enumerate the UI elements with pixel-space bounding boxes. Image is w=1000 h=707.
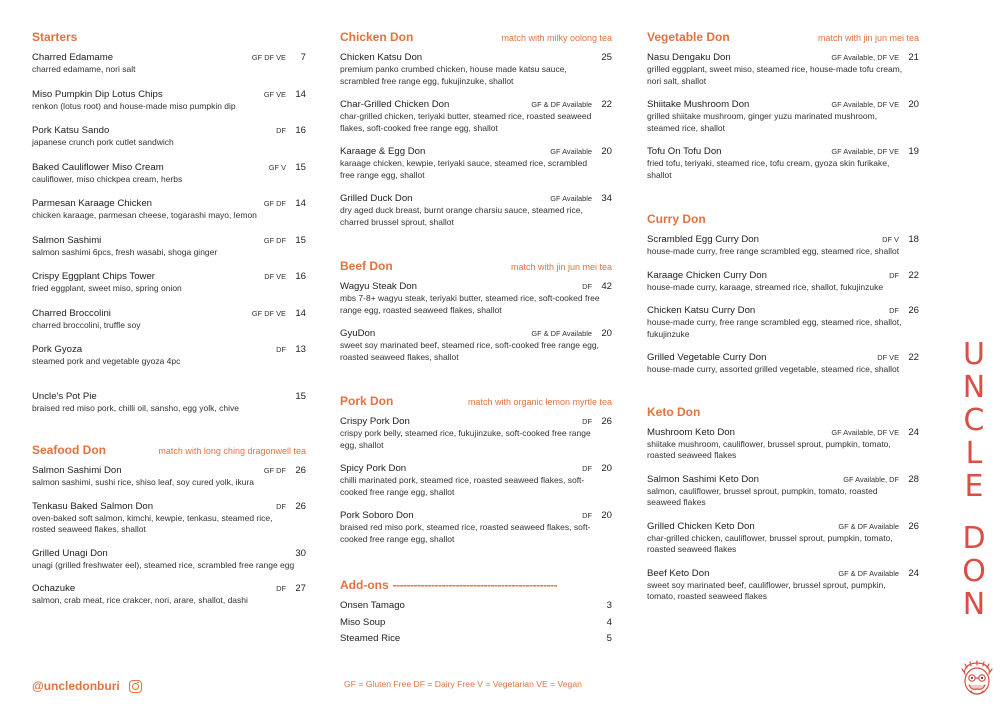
item-name: Nasu Dengaku Don — [647, 52, 731, 63]
section-header-pork — [340, 394, 612, 416]
item-name: Grilled Duck Don — [340, 193, 413, 204]
menu-item-row — [647, 568, 919, 580]
item-name: Wagyu Steak Don — [340, 281, 417, 292]
item-name: Chicken Katsu Curry Don — [647, 305, 756, 316]
dietary-tags: GF Available, DF VE — [831, 427, 899, 437]
dietary-tags: DF — [582, 417, 592, 426]
dietary-tags: GF VE — [263, 89, 286, 99]
menu-item-spicy-pork-don — [340, 463, 612, 498]
item-name: Char-Grilled Chicken Don — [340, 99, 450, 110]
item-list — [32, 465, 306, 607]
item-price: 34 — [601, 193, 612, 204]
item-price: 42 — [601, 281, 612, 292]
menu-item-scrambled-egg-curry-don — [647, 234, 919, 258]
dietary-tags: GF Available, DF VE — [831, 100, 899, 109]
menu-item-row — [32, 465, 306, 477]
menu-item-crispy-pork-don — [340, 416, 612, 451]
section-header-keto — [647, 405, 919, 427]
menu-item-row — [32, 162, 306, 174]
section-header-addons — [340, 578, 612, 600]
menu-item-row — [340, 510, 612, 522]
menu-item-row — [32, 271, 306, 283]
dietary-tags: GF Available, DF — [843, 474, 899, 484]
item-name: Baked Cauliflower Miso Cream — [32, 161, 164, 173]
dietary-tags: DF — [276, 345, 286, 354]
item-price: 21 — [908, 52, 919, 63]
item-name: Parmesan Karaage Chicken — [32, 198, 152, 209]
item-price: 20 — [908, 99, 919, 110]
item-price: 20 — [601, 463, 612, 474]
dietary-tags: DF — [582, 511, 592, 520]
item-description: sweet soy marinated beef, cauliflower, brussel sprout, pumpkin, tomato, roasted seaweed flakes — [647, 579, 886, 601]
item-description: salmon sashimi, sushi rice, shiso leaf, soy cured yolk, ikura — [32, 477, 255, 487]
section-title: Keto Don — [647, 404, 701, 419]
item-description: grilled eggplant, sweet miso, steamed rice, house-made tofu cream, nori salt, shallot — [647, 64, 903, 86]
dietary-tags: GF DF VE — [251, 308, 286, 318]
menu-item-gyudon — [340, 328, 612, 363]
brand-letter: N — [962, 587, 986, 622]
item-description: sweet soy marinated beef, steamed rice, soft-cooked free range egg, roasted seaweed flakes, shallot — [340, 340, 599, 362]
menu-item-row — [32, 125, 306, 137]
item-price: 22 — [908, 269, 919, 281]
dietary-tags: DF — [276, 126, 286, 135]
section-header-seafood — [32, 443, 306, 465]
dietary-tags: GF Available, DF VE — [831, 147, 899, 156]
item-name: Grilled Chicken Keto Don — [647, 520, 755, 532]
section-vegetable — [647, 30, 919, 181]
divider-dashes: ----------------------------------------------- — [392, 578, 557, 592]
menu-item-karaage-chicken-curry-don — [647, 270, 919, 294]
menu-column-right — [647, 30, 919, 603]
section-title: Seafood Don — [32, 443, 106, 457]
section-title: Beef Don — [340, 259, 393, 273]
dietary-tags: GF Available — [550, 194, 592, 203]
item-price: 26 — [295, 500, 306, 512]
item-price: 25 — [601, 52, 612, 63]
dietary-tags: GF & DF Available — [838, 521, 899, 531]
item-name: Shiitake Mushroom Don — [647, 99, 750, 110]
item-description: salmon sashimi 6pcs, fresh wasabi, shoga ginger — [32, 246, 218, 257]
dietary-tags: GF & DF Available — [838, 568, 899, 578]
tea-pairing: match with jin jun mei tea — [510, 262, 612, 272]
dietary-tags: DF VE — [877, 353, 899, 362]
item-name: Spicy Pork Don — [340, 463, 407, 474]
uncle-mascot-icon — [959, 660, 995, 698]
dietary-tags: GF Available, DF VE — [831, 53, 899, 62]
menu-item-baked-cauliflower-miso-cream — [32, 162, 306, 186]
section-addons — [340, 578, 612, 650]
item-name: Mushroom Keto Don — [647, 426, 735, 438]
section-title: Add-ons — [340, 578, 389, 592]
menu-item-row — [340, 146, 612, 158]
addon-price: 4 — [606, 616, 612, 628]
item-name: Crispy Eggplant Chips Tower — [32, 271, 155, 282]
item-name: Crispy Pork Don — [340, 416, 410, 427]
item-description: dry aged duck breast, burnt orange charsiu sauce, steamed rice, charred brussel sprout, shallot — [340, 205, 583, 227]
item-price: 28 — [908, 473, 919, 485]
addon-list — [340, 600, 612, 650]
item-name: Chicken Katsu Don — [340, 52, 423, 63]
item-list — [32, 52, 306, 414]
item-description: house-made curry, assorted grilled vegetable, steamed rice, shallot — [647, 364, 900, 374]
item-description: oven-baked soft salmon, kimchi, kewpie, tenkasu, steamed rice, rosted seaweed flakes, shallot — [32, 512, 273, 534]
menu-item-shiitake-mushroom-don — [647, 99, 919, 134]
menu-item-beef-keto-don — [647, 568, 919, 603]
item-price: 30 — [295, 547, 306, 559]
item-price: 15 — [295, 390, 306, 402]
item-name: Charred Edamame — [32, 52, 114, 63]
menu-column-middle — [340, 30, 612, 650]
menu-item-grilled-vegetable-curry-don — [647, 352, 919, 376]
menu-item-row — [340, 99, 612, 111]
menu-item-pork-soboro-don — [340, 510, 612, 545]
item-name: Pork Gyoza — [32, 344, 83, 355]
item-description: charred edamame, nori salt — [32, 64, 136, 74]
menu-item-mushroom-keto-don — [647, 427, 919, 462]
social-handle[interactable] — [32, 679, 142, 693]
item-price: 14 — [295, 307, 306, 319]
item-price: 26 — [908, 305, 919, 316]
section-chicken — [340, 30, 612, 228]
item-price: 24 — [908, 426, 919, 438]
item-name: Ochazuke — [32, 583, 76, 594]
item-name: Salmon Sashimi Don — [32, 465, 122, 476]
dietary-tags: DF VE — [264, 272, 286, 281]
item-price: 15 — [295, 234, 306, 246]
addon-item-miso-soup — [340, 617, 612, 634]
menu-item-row — [647, 234, 919, 246]
item-description: braised red miso pork, chilli oil, sansho, egg yolk, chive — [32, 402, 239, 413]
addon-name: Miso Soup — [340, 616, 386, 628]
item-name: Salmon Sashimi Keto Don — [647, 473, 759, 485]
menu-item-row — [647, 52, 919, 64]
menu-item-row — [32, 501, 306, 513]
item-price: 26 — [601, 416, 612, 427]
item-list — [647, 427, 919, 603]
menu-item-miso-pumpkin-dip-lotus-chips — [32, 89, 306, 113]
section-title: Vegetable Don — [647, 30, 730, 44]
item-description: house-made curry, karaage, streamed rice, shallot, fukujinzuke — [647, 281, 884, 292]
menu-item-row — [340, 281, 612, 293]
item-name: GyuDon — [340, 328, 376, 339]
item-name: Tofu On Tofu Don — [647, 146, 722, 157]
addon-item-steamed-rice — [340, 633, 612, 650]
item-price: 7 — [300, 52, 306, 63]
brand-letter: L — [965, 436, 983, 471]
brand-letter: U — [963, 337, 985, 372]
addon-name: Steamed Rice — [340, 633, 401, 644]
dietary-tags: DF — [582, 464, 592, 473]
menu-item-grilled-duck-don — [340, 193, 612, 228]
menu-item-chicken-katsu-don — [340, 52, 612, 87]
dietary-tags: DF — [276, 501, 286, 511]
menu-item-grilled-chicken-keto-don — [647, 521, 919, 556]
menu-item-nasu-dengaku-don — [647, 52, 919, 87]
dietary-tags: GF DF VE — [251, 53, 286, 62]
menu-item-tofu-on-tofu-don — [647, 146, 919, 181]
brand-letter: O — [962, 554, 986, 589]
menu-item-row — [647, 521, 919, 533]
item-description: house-made curry, free range scrambled egg, steamed rice, shallot — [647, 246, 900, 256]
section-header-vegetable — [647, 30, 919, 52]
item-price: 20 — [601, 510, 612, 521]
menu-item-charred-edamame — [32, 52, 306, 76]
menu-item-row — [647, 305, 919, 317]
menu-item-row — [32, 235, 306, 247]
item-description: crispy pork belly, steamed rice, fukujinzuke, soft-cooked free range egg, shallot — [340, 428, 591, 450]
item-name: Pork Katsu Sando — [32, 125, 110, 136]
dietary-tags: GF & DF Available — [531, 329, 592, 338]
menu-item-row — [647, 427, 919, 439]
item-name: Scrambled Egg Curry Don — [647, 234, 759, 245]
tea-pairing: match with long ching dragonwell tea — [158, 446, 306, 456]
menu-item-row — [647, 270, 919, 282]
section-title: Chicken Don — [340, 30, 414, 44]
item-list — [647, 52, 919, 181]
item-price: 18 — [908, 234, 919, 245]
menu-item-crispy-eggplant-chips-tower — [32, 271, 306, 295]
item-description: chicken karaage, parmesan cheese, togarashi mayo, lemon — [32, 210, 257, 220]
item-price: 14 — [295, 88, 306, 100]
menu-item-parmesan-karaage-chicken — [32, 198, 306, 222]
item-description: grilled shiitake mushroom, ginger yuzu marinated mushroom, steamed rice, shallot — [647, 111, 878, 133]
dietary-tags: GF DF — [263, 199, 286, 208]
brand-letter: D — [962, 521, 986, 556]
item-name: Karaage Chicken Curry Don — [647, 269, 767, 281]
menu-item-uncle-s-pot-pie — [32, 391, 306, 415]
item-price: 16 — [295, 271, 306, 282]
menu-item-salmon-sashimi-don — [32, 465, 306, 489]
item-name: Charred Broccolini — [32, 307, 111, 319]
menu-item-row — [32, 52, 306, 64]
dietary-tags: GF V — [268, 162, 286, 172]
dietary-tags: DF — [889, 270, 899, 280]
item-name: Karaage & Egg Don — [340, 146, 426, 157]
section-beef — [340, 259, 612, 363]
item-name: Tenkasu Baked Salmon Don — [32, 500, 154, 512]
addon-price: 3 — [606, 600, 612, 611]
section-keto — [647, 405, 919, 603]
item-name: Uncle's Pot Pie — [32, 390, 97, 402]
item-price: 16 — [295, 125, 306, 136]
menu-item-row — [32, 308, 306, 320]
dietary-tags: DF — [276, 584, 286, 593]
menu-item-pork-katsu-sando — [32, 125, 306, 149]
menu-item-karaage-egg-don — [340, 146, 612, 181]
dietary-tags: GF DF — [263, 235, 286, 245]
item-price: 13 — [295, 344, 306, 355]
instagram-handle[interactable]: @uncledonburi — [32, 679, 120, 693]
item-description: mbs 7-8+ wagyu steak, teriyaki butter, steamed rice, soft-cooked free range egg, roasted seaweed flakes, shallot — [340, 293, 600, 315]
item-price: 26 — [295, 465, 306, 476]
item-description: unagi (grilled freshwater eel), steamed rice, scrambled free range egg — [32, 559, 295, 570]
menu-item-salmon-sashimi-keto-don — [647, 474, 919, 509]
dietary-tags: DF — [889, 306, 899, 315]
item-list — [647, 234, 919, 376]
brand-wordmark — [958, 338, 990, 621]
menu-item-row — [340, 193, 612, 205]
item-name: Grilled Unagi Don — [32, 547, 108, 559]
item-price: 20 — [601, 328, 612, 339]
item-description: braised red miso pork, steamed rice, roasted seaweed flakes, soft-cooked free range egg, shallot — [340, 522, 591, 544]
brand-letter: E — [964, 469, 984, 504]
item-list — [340, 281, 612, 363]
menu-item-ochazuke — [32, 583, 306, 607]
item-description: house-made curry, free range scrambled egg, steamed rice, shallot, fukujinzuke — [647, 317, 902, 339]
menu-item-row — [32, 548, 306, 560]
section-title: Pork Don — [340, 394, 394, 408]
menu-item-row — [647, 146, 919, 158]
section-header-curry — [647, 212, 919, 234]
item-description: steamed pork and vegetable gyoza 4pc — [32, 356, 181, 366]
menu-item-charred-broccolini — [32, 308, 306, 332]
menu-item-row — [647, 474, 919, 486]
dietary-tags: GF Available — [550, 147, 592, 156]
item-price: 19 — [908, 146, 919, 157]
item-price: 24 — [908, 567, 919, 579]
addon-name: Onsen Tamago — [340, 600, 405, 611]
section-starters — [32, 30, 306, 414]
menu-item-wagyu-steak-don — [340, 281, 612, 316]
item-description: premium panko crumbed chicken, house made katsu sauce, scrambled free range egg, fukujinzuke, shallot — [340, 64, 567, 86]
item-name: Grilled Vegetable Curry Don — [647, 352, 767, 363]
item-list — [340, 416, 612, 545]
item-price: 26 — [908, 520, 919, 532]
menu-item-row — [32, 344, 306, 356]
item-description: karaage chicken, kewpie, teriyaki sauce, steamed rice, scrambled free range egg, shallot — [340, 158, 588, 180]
brand-letter: N — [962, 370, 986, 405]
menu-item-row — [647, 352, 919, 364]
item-name: Pork Soboro Don — [340, 510, 414, 521]
item-price: 15 — [295, 161, 306, 173]
menu-item-salmon-sashimi — [32, 235, 306, 259]
item-price: 22 — [601, 99, 612, 110]
menu-item-pork-gyoza — [32, 344, 306, 368]
item-description: fried eggplant, sweet miso, spring onion — [32, 283, 182, 293]
menu-item-row — [340, 328, 612, 340]
dietary-tags: DF V — [882, 235, 899, 244]
menu-item-row — [340, 463, 612, 475]
instagram-icon[interactable] — [129, 680, 142, 693]
item-price: 22 — [908, 352, 919, 363]
item-description: cauliflower, miso chickpea cream, herbs — [32, 173, 183, 184]
addon-item-onsen-tamago — [340, 600, 612, 617]
section-seafood — [32, 443, 306, 607]
section-title: Starters — [32, 30, 78, 44]
item-name: Miso Pumpkin Dip Lotus Chips — [32, 88, 163, 100]
menu-item-row — [32, 89, 306, 101]
section-title: Curry Don — [647, 212, 706, 226]
dietary-legend: GF = Gluten Free DF = Dairy Free V = Vegetarian VE = Vegan — [344, 679, 582, 689]
menu-item-grilled-unagi-don — [32, 548, 306, 572]
section-header-starters — [32, 30, 306, 52]
brand-letter: C — [963, 403, 985, 438]
item-description: japanese crunch pork cutlet sandwich — [32, 137, 174, 147]
dietary-tags: GF & DF Available — [531, 100, 592, 109]
menu-item-chicken-katsu-curry-don — [647, 305, 919, 340]
item-price: 27 — [295, 583, 306, 594]
tea-pairing: match with jin jun mei tea — [817, 33, 919, 43]
tea-pairing: match with milky oolong tea — [501, 33, 612, 43]
item-description: shiitake mushroom, cauliflower, brussel sprout, pumpkin, tomato, roasted seaweed flakes — [647, 438, 891, 460]
menu-item-row — [340, 416, 612, 428]
item-description: salmon, crab meat, rice crakcer, nori, arare, shallot, dashi — [32, 595, 248, 605]
section-header-beef — [340, 259, 612, 281]
item-name: Salmon Sashimi — [32, 234, 102, 246]
addon-price: 5 — [606, 633, 612, 644]
section-curry — [647, 212, 919, 376]
item-price: 20 — [601, 146, 612, 157]
dietary-tags: GF DF — [263, 466, 286, 475]
menu-item-row — [32, 583, 306, 595]
dietary-tags: DF — [582, 282, 592, 291]
section-header-chicken — [340, 30, 612, 52]
menu-item-row — [340, 52, 612, 64]
item-description: renkon (lotus root) and house-made miso pumpkin dip — [32, 100, 236, 111]
item-description: fried tofu, teriyaki, steamed rice, tofu cream, gyoza skin furikake, shallot — [647, 158, 890, 180]
item-description: chilli marinated pork, steamed rice, roasted seaweed flakes, soft-cooked free range egg, shallot — [340, 475, 585, 497]
item-description: salmon, cauliflower, brussel sprout, pumpkin, tomato, roasted seaweed flakes — [647, 485, 878, 507]
item-name: Beef Keto Don — [647, 567, 710, 579]
tea-pairing: match with organic lemon myrtle tea — [467, 397, 612, 407]
item-description: char-grilled chicken, teriyaki butter, steamed rice, roasted seaweed flakes, soft-cooked free range egg, shallot — [340, 111, 592, 133]
item-list — [340, 52, 612, 228]
item-description: charred broccolini, truffle soy — [32, 319, 141, 330]
item-price: 14 — [295, 198, 306, 209]
menu-item-tenkasu-baked-salmon-don — [32, 501, 306, 536]
menu-column-left — [32, 30, 306, 607]
item-description: char-grilled chicken, cauliflower, brussel sprout, pumpkin, tomato, roasted seaweed flakes — [647, 532, 893, 554]
menu-item-char-grilled-chicken-don — [340, 99, 612, 134]
menu-item-row — [32, 391, 306, 403]
section-pork — [340, 394, 612, 545]
menu-item-row — [647, 99, 919, 111]
menu-item-row — [32, 198, 306, 210]
